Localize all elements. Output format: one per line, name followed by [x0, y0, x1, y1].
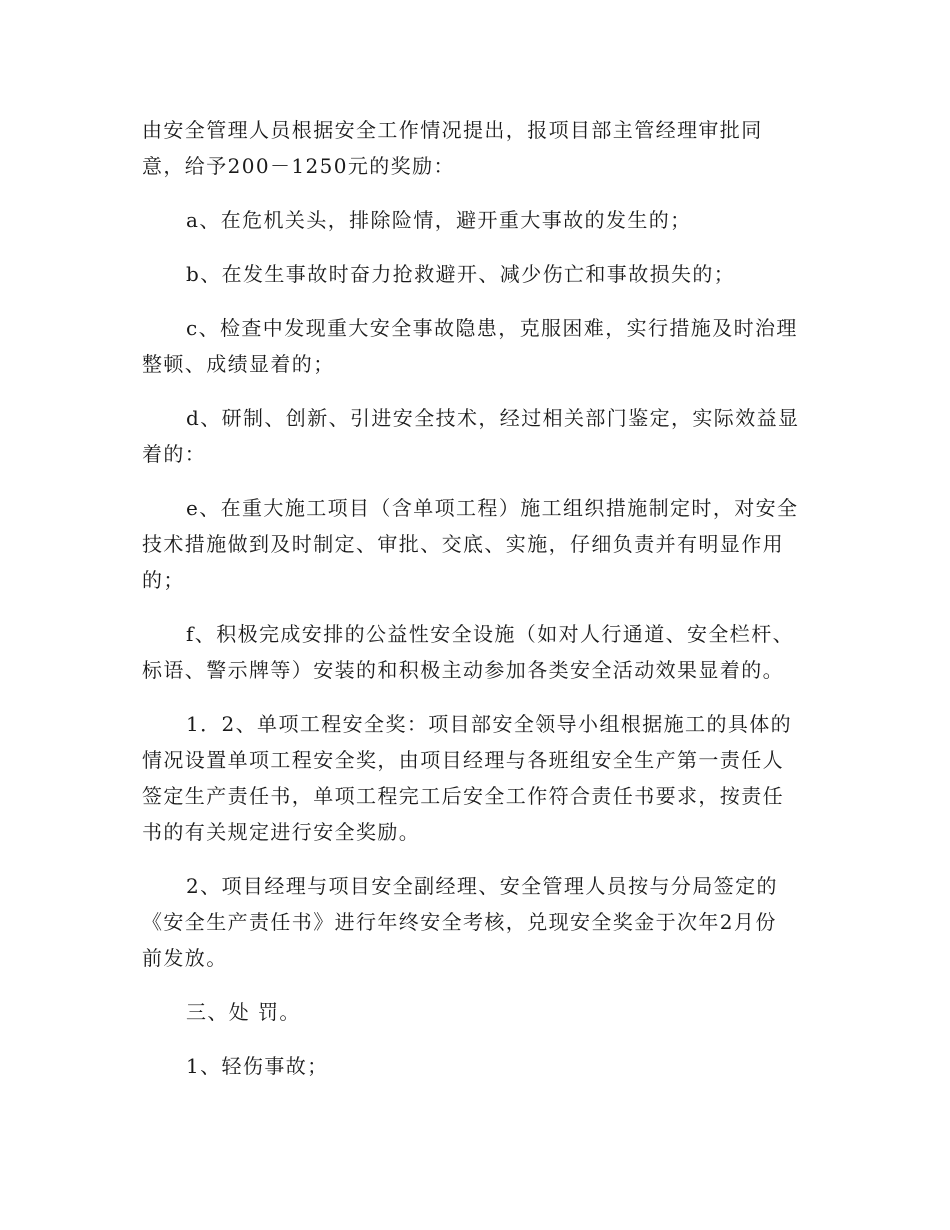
- text-line: 情况设置单项工程安全奖，由项目经理与各班组安全生产第一责任人: [142, 748, 784, 772]
- text-line: 由安全管理人员根据安全工作情况提出，报项目部主管经理审批同: [142, 118, 763, 142]
- text-line: 标语、警示牌等）安装的和积极主动参加各类安全活动效果显着的。: [142, 658, 784, 682]
- paragraph-section-1-2: [142, 706, 810, 850]
- text-line: 技术措施做到及时制定、审批、交底、实施，仔细负责并有明显作用: [142, 532, 784, 556]
- text-line: 意，给予200－1250元的奖励：: [142, 154, 455, 178]
- text-line: 着的：: [142, 442, 207, 466]
- text-line: 书的有关规定进行安全奖励。: [142, 820, 421, 844]
- text-line: d、研制、创新、引进安全技术，经过相关部门鉴定，实际效益显: [186, 406, 800, 430]
- text-line: b、在发生事故时奋力抢救避开、减少伤亡和事故损失的；: [186, 262, 736, 286]
- paragraph-item-f: [142, 616, 810, 688]
- text-line: 2、项目经理与项目安全副经理、安全管理人员按与分局签定的: [186, 874, 778, 898]
- paragraph-item-a: [142, 202, 810, 238]
- text-line: 前发放。: [142, 946, 228, 970]
- text-line: e、在重大施工项目（含单项工程）施工组织措施制定时，对安全: [186, 496, 799, 520]
- paragraph-intro: [142, 112, 810, 184]
- text-line: 整顿、成绩显着的；: [142, 352, 335, 376]
- paragraph-section-2: [142, 868, 810, 976]
- paragraph-item-e: [142, 490, 810, 598]
- document-body: [142, 112, 810, 1102]
- text-line: a、在危机关头，排除险情，避开重大事故的发生的；: [186, 208, 692, 232]
- text-line: 《安全生产责任书》进行年终安全考核，兑现安全奖金于次年2月份: [142, 910, 777, 934]
- text-line: 1．2、单项工程安全奖：项目部安全领导小组根据施工的具体的: [186, 712, 793, 736]
- paragraph-penalty-1: [142, 1048, 810, 1084]
- paragraph-item-c: [142, 310, 810, 382]
- text-line: 签定生产责任书，单项工程完工后安全工作符合责任书要求，按责任: [142, 784, 784, 808]
- text-line: c、检查中发现重大安全事故隐患，克服困难，实行措施及时治理: [186, 316, 798, 340]
- paragraph-item-b: [142, 256, 810, 292]
- text-line: f、积极完成安排的公益性安全设施（如对人行通道、安全栏杆、: [186, 622, 795, 646]
- paragraph-item-d: [142, 400, 810, 472]
- text-line: 1、轻伤事故；: [186, 1054, 329, 1078]
- section-heading-penalty: [142, 994, 810, 1030]
- text-line: 三、处 罚。: [186, 1000, 301, 1024]
- text-line: 的；: [142, 568, 185, 592]
